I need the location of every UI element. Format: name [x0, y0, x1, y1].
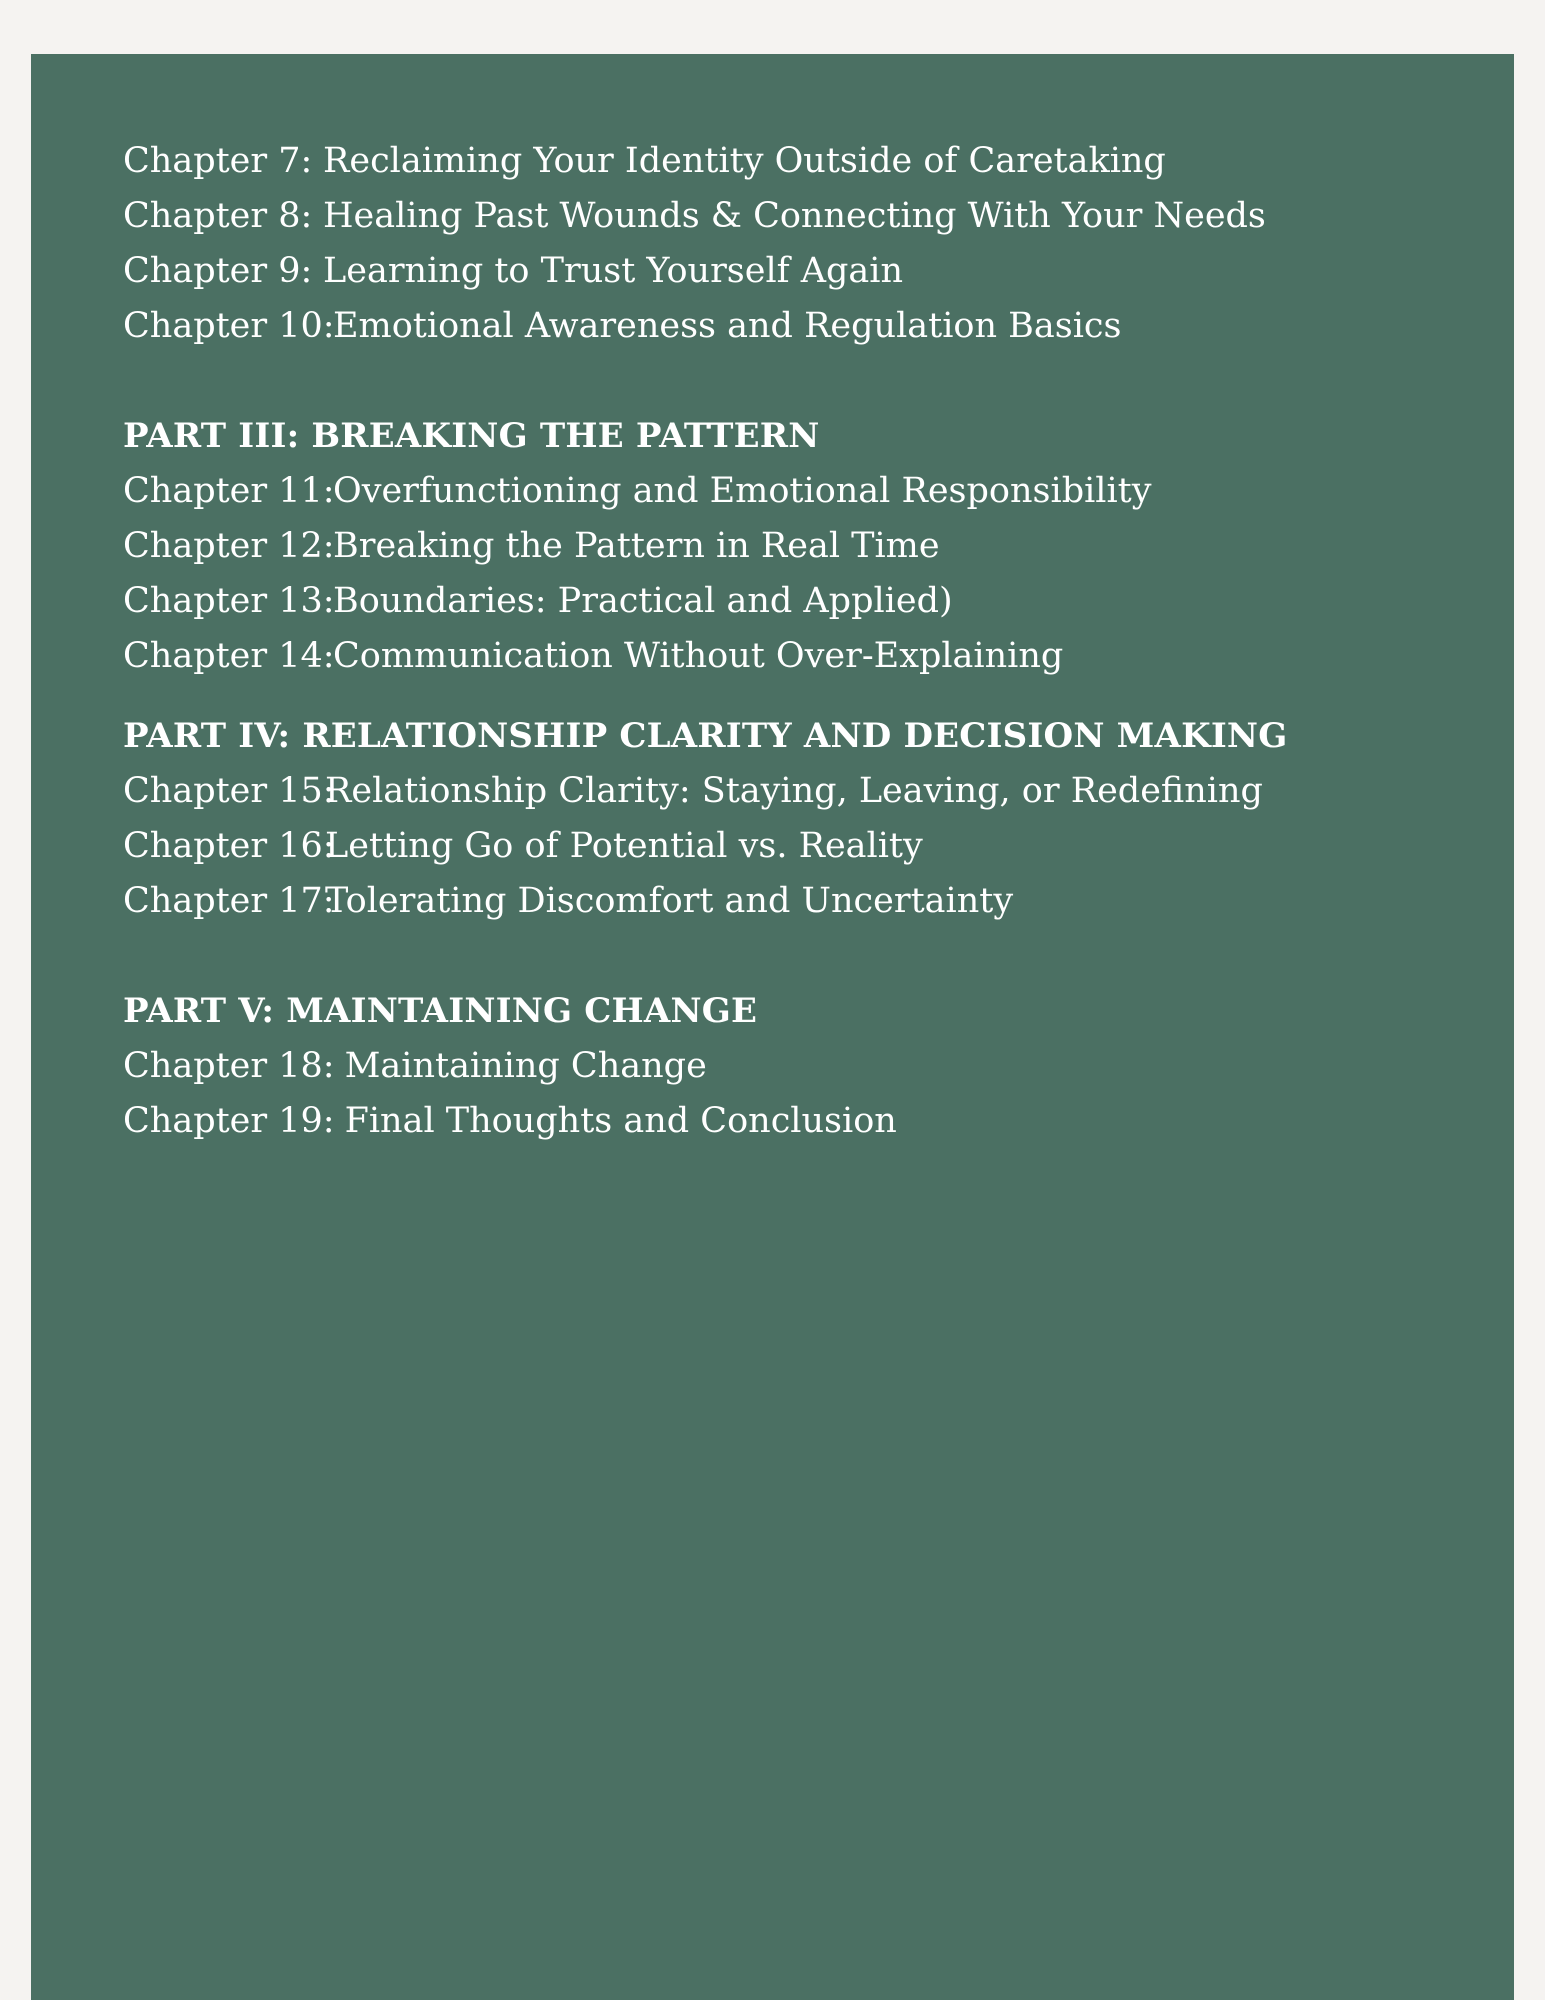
chapter-number: Chapter 12:: [123, 526, 335, 566]
toc-chapter-15[interactable]: [123, 764, 1443, 819]
toc-chapter-11[interactable]: [123, 464, 1443, 519]
chapter-title: Learning to Trust Yourself Again: [323, 251, 904, 291]
chapter-number: Chapter 7:: [123, 141, 313, 181]
toc-chapter-19[interactable]: [123, 1094, 1443, 1149]
toc-chapter-18[interactable]: [123, 1039, 1443, 1094]
chapter-title: Breaking the Pattern in Real Time: [333, 526, 940, 566]
chapter-title: Letting Go of Potential vs. Reality: [325, 826, 923, 866]
chapter-title: Maintaining Change: [344, 1046, 707, 1086]
chapter-number: Chapter 15:: [123, 771, 335, 811]
content-panel: [31, 54, 1514, 2000]
chapter-number: Chapter 10:: [123, 306, 335, 346]
toc-chapter-9[interactable]: [123, 244, 1443, 299]
chapter-title: Communication Without Over-Explaining: [333, 636, 1064, 676]
chapter-title: Tolerating Discomfort and Uncertainty: [325, 881, 1014, 921]
chapter-number: Chapter 16:: [123, 826, 335, 866]
part-heading-v: PART V: MAINTAINING CHANGE: [123, 991, 758, 1031]
section-gap: [123, 929, 1443, 984]
toc-chapter-12[interactable]: [123, 519, 1443, 574]
chapter-number: Chapter 17:: [123, 881, 335, 921]
part-heading-iii: PART III: BREAKING THE PATTERN: [123, 416, 820, 456]
section-gap: [123, 684, 1443, 709]
chapter-number: Chapter 9:: [123, 251, 313, 291]
chapter-title: Reclaiming Your Identity Outside of Caretaking: [323, 141, 1166, 181]
chapter-title: Boundaries: Practical and Applied): [333, 581, 953, 621]
chapter-title: Relationship Clarity: Staying, Leaving, or Redefining: [325, 771, 1263, 811]
table-of-contents: [123, 134, 1443, 1149]
toc-chapter-13[interactable]: [123, 574, 1443, 629]
part-heading-iv: PART IV: RELATIONSHIP CLARITY AND DECISION MAKING: [123, 716, 1288, 756]
chapter-number: Chapter 18:: [123, 1046, 335, 1086]
chapter-title: Emotional Awareness and Regulation Basics: [333, 306, 1122, 346]
chapter-number: Chapter 19:: [123, 1101, 335, 1141]
chapter-number: Chapter 11:: [123, 471, 335, 511]
chapter-title: Healing Past Wounds & Connecting With Your Needs: [323, 196, 1266, 236]
chapter-number: Chapter 8:: [123, 196, 313, 236]
chapter-title: Overfunctioning and Emotional Responsibility: [333, 471, 1152, 511]
chapter-number: Chapter 13:: [123, 581, 335, 621]
toc-chapter-17[interactable]: [123, 874, 1443, 929]
toc-chapter-10[interactable]: [123, 299, 1443, 354]
toc-chapter-16[interactable]: [123, 819, 1443, 874]
toc-chapter-8[interactable]: [123, 189, 1443, 244]
toc-chapter-14[interactable]: [123, 629, 1443, 684]
chapter-number: Chapter 14:: [123, 636, 335, 676]
toc-chapter-7[interactable]: [123, 134, 1443, 189]
chapter-title: Final Thoughts and Conclusion: [344, 1101, 897, 1141]
section-gap: [123, 354, 1443, 409]
